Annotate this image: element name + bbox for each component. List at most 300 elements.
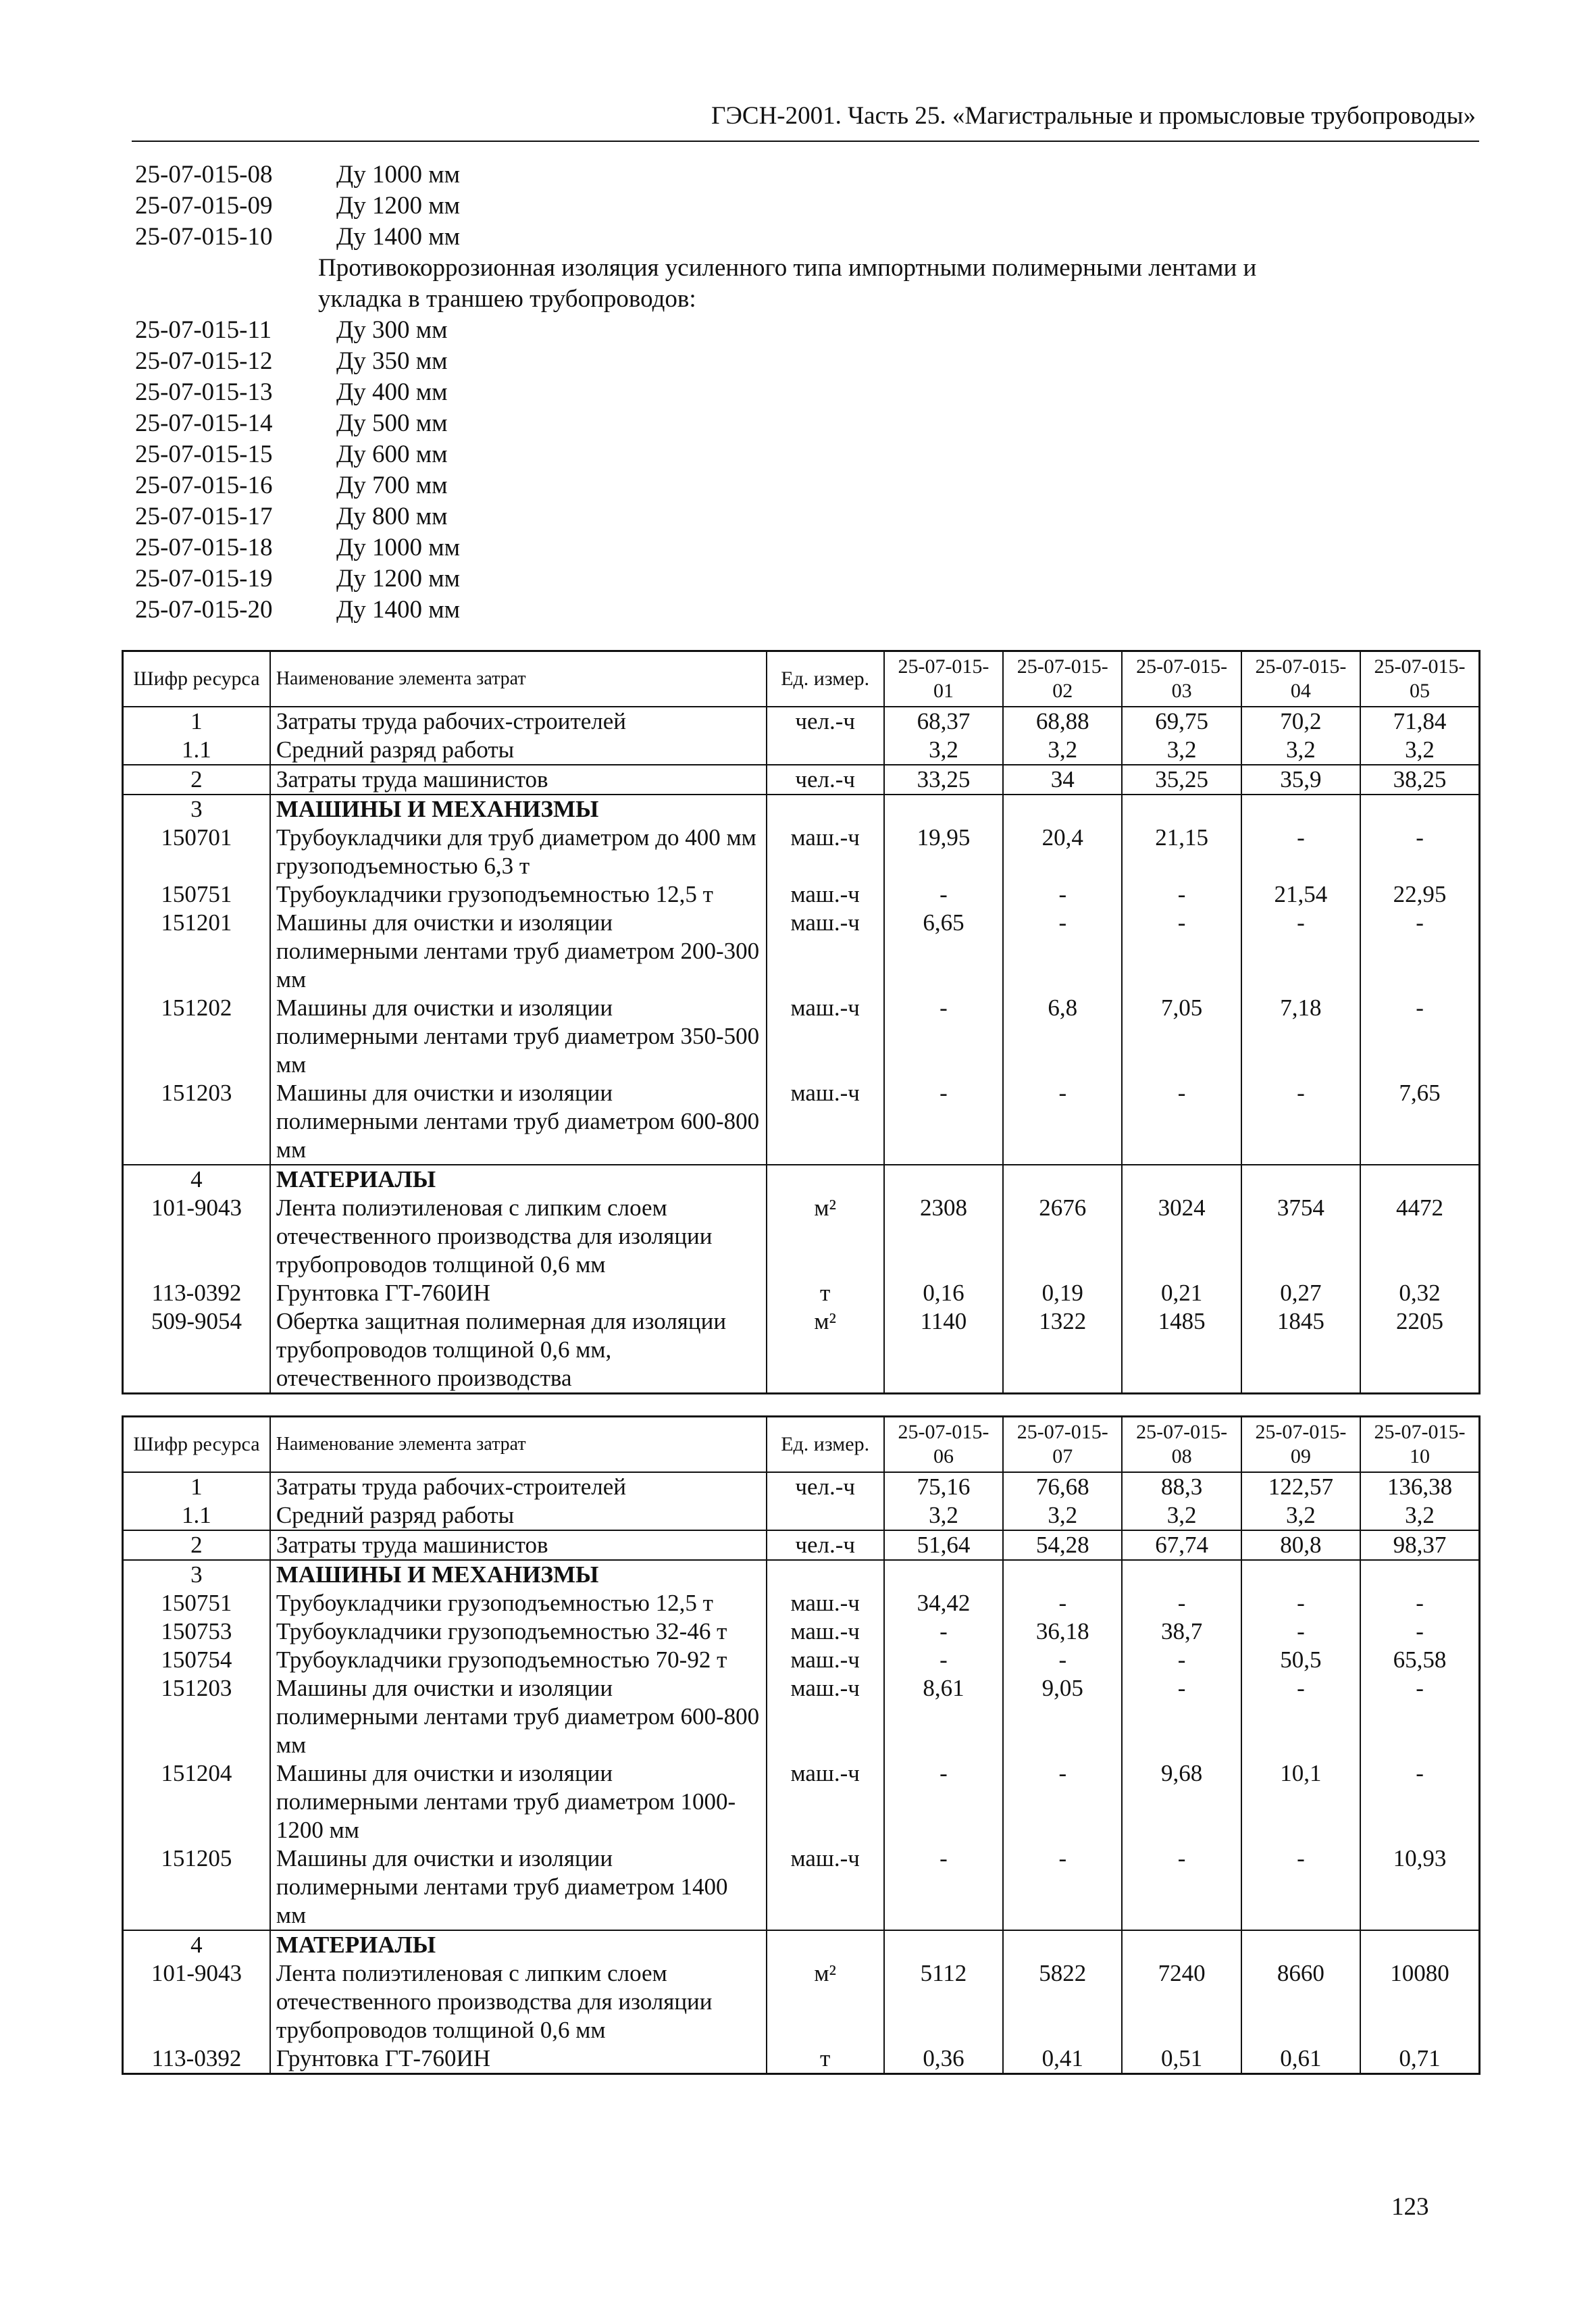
value-cell: 0,19 [1003,1279,1122,1307]
table-row [123,2044,1480,2074]
cost-element-cell: Машины для очистки и изоляции полимерными лентами труб диаметром 350-500 мм [270,994,767,1079]
value-cell: - [1241,1617,1360,1646]
code-list-item [135,377,1479,408]
cost-element-cell: Средний разряд работы [270,1501,767,1530]
value-cell: - [1241,1674,1360,1759]
resource-code-cell: 1.1 [123,1501,270,1530]
value-cell: 0,21 [1122,1279,1241,1307]
diameter-label: Ду 1000 мм [336,161,461,188]
column-header-code: Шифр ресурса [123,1417,270,1473]
value-cell: 5822 [1003,1959,1122,2044]
unit-cell: маш.-ч [767,1617,884,1646]
cost-element-cell: Трубоукладчики грузоподъемностью 70-92 т [270,1646,767,1674]
code-list-item [135,501,1479,532]
value-cell: 8,61 [884,1674,1003,1759]
value-cell: - [1360,824,1479,880]
table-header [123,1417,1480,1473]
value-cell: - [884,1617,1003,1646]
value-cell [1360,1930,1479,1959]
table-row [123,824,1480,880]
value-cell: 0,32 [1360,1279,1479,1307]
section-row [123,795,1480,824]
resource-code-cell: 151203 [123,1079,270,1165]
section-title-cell: МАШИНЫ И МЕХАНИЗМЫ [270,1560,767,1589]
value-cell: 9,05 [1003,1674,1122,1759]
code-list-top [135,159,1479,253]
unit-cell: чел.-ч [767,765,884,795]
value-cell: - [1003,1646,1122,1674]
value-cell: 3,2 [884,1501,1003,1530]
column-header-norm-code: 25-07-015-06 [884,1417,1003,1473]
unit-cell: маш.-ч [767,1646,884,1674]
value-cell: 3,2 [1360,1501,1479,1530]
diameter-label: Ду 350 мм [336,347,448,375]
value-cell: 0,51 [1122,2044,1241,2074]
column-header-norm-code: 25-07-015-03 [1122,651,1241,707]
table-row [123,1472,1480,1501]
code-list-item [135,595,1479,626]
table-row [123,1079,1480,1165]
value-cell: 21,15 [1122,824,1241,880]
value-cell: 8660 [1241,1959,1360,2044]
section-title-cell: МАТЕРИАЛЫ [270,1165,767,1194]
cost-element-cell: Лента полиэтиленовая с липким слоем отечественного производства для изоляции трубопроводов толщиной 0,6 мм [270,1959,767,2044]
value-cell: 2205 [1360,1307,1479,1394]
value-cell: - [1122,1674,1241,1759]
value-cell [1003,795,1122,824]
resource-table-2 [122,1415,1481,2075]
resource-code: 25-07-015-13 [135,378,273,406]
value-cell: 88,3 [1122,1472,1241,1501]
value-cell: - [1122,1589,1241,1617]
value-cell: 3,2 [1122,736,1241,765]
table-row [123,736,1480,765]
table-row [123,994,1480,1079]
value-cell: 1322 [1003,1307,1122,1394]
value-cell [1003,1165,1122,1194]
unit-cell [767,795,884,824]
cost-element-cell: Затраты труда машинистов [270,765,767,795]
value-cell: - [884,1079,1003,1165]
section-heading [117,253,1479,315]
value-cell: - [1360,1674,1479,1759]
value-cell: - [884,880,1003,909]
diameter-label: Ду 1400 мм [336,223,461,251]
code-list-item [135,159,1479,191]
resource-code: 25-07-015-14 [135,409,273,437]
column-header-code: Шифр ресурса [123,651,270,707]
value-cell [884,1560,1003,1589]
cost-element-cell: Лента полиэтиленовая с липким слоем отечественного производства для изоляции трубопроводов толщиной 0,6 мм [270,1194,767,1279]
value-cell: 68,88 [1003,707,1122,736]
unit-cell: маш.-ч [767,1589,884,1617]
resource-code: 25-07-015-19 [135,565,273,593]
diameter-label: Ду 300 мм [336,316,448,344]
resource-code-cell: 2 [123,765,270,795]
value-cell [884,1930,1003,1959]
value-cell: 0,71 [1360,2044,1479,2074]
value-cell: 3,2 [1360,736,1479,765]
table-row [123,1646,1480,1674]
value-cell: - [884,1759,1003,1844]
resource-code-cell: 151204 [123,1759,270,1844]
cost-element-cell: Затраты труда машинистов [270,1530,767,1560]
page-number: 123 [1391,2193,1429,2221]
table-row [123,909,1480,994]
value-cell: 98,37 [1360,1530,1479,1560]
code-list-item [135,563,1479,595]
cost-element-cell: Трубоукладчики для труб диаметром до 400 мм грузоподъемностью 6,3 т [270,824,767,880]
section-heading-line-1: Противокоррозионная изоляция усиленного типа импортными полимерными лентами и [318,254,1257,282]
diameter-label: Ду 400 мм [336,378,448,406]
value-cell: 80,8 [1241,1530,1360,1560]
unit-cell [767,1165,884,1194]
column-header-norm-code: 25-07-015-01 [884,651,1003,707]
value-cell: 3,2 [1241,736,1360,765]
value-cell: - [1360,1617,1479,1646]
resource-code-cell: 151205 [123,1844,270,1930]
unit-cell: маш.-ч [767,909,884,994]
value-cell [1241,1930,1360,1959]
value-cell: - [1122,1079,1241,1165]
resource-code: 25-07-015-17 [135,503,273,530]
value-cell [1241,1165,1360,1194]
value-cell: 36,18 [1003,1617,1122,1646]
resource-code-cell: 1 [123,1472,270,1501]
value-cell: 10080 [1360,1959,1479,2044]
code-list-bottom [135,315,1479,626]
column-header-name: Наименование элемента затрат [270,651,767,707]
table-row [123,1674,1480,1759]
value-cell: - [1122,909,1241,994]
diameter-label: Ду 500 мм [336,409,448,437]
resource-code: 25-07-015-11 [135,316,272,344]
unit-cell: маш.-ч [767,1844,884,1930]
unit-cell: чел.-ч [767,707,884,736]
value-cell: 122,57 [1241,1472,1360,1501]
value-cell: 0,36 [884,2044,1003,2074]
value-cell: - [1003,880,1122,909]
resource-code-cell: 150753 [123,1617,270,1646]
resource-code: 25-07-015-18 [135,534,273,561]
resource-code-cell: 3 [123,1560,270,1589]
value-cell: 21,54 [1241,880,1360,909]
table-row [123,1530,1480,1560]
table-row [123,765,1480,795]
column-header-norm-code: 25-07-015-07 [1003,1417,1122,1473]
resource-code-cell: 150751 [123,1589,270,1617]
resource-code-cell: 151201 [123,909,270,994]
code-list [135,159,1479,626]
resource-code: 25-07-015-15 [135,441,273,468]
value-cell: 7,18 [1241,994,1360,1079]
unit-cell [767,1501,884,1530]
value-cell: 3024 [1122,1194,1241,1279]
value-cell: 1140 [884,1307,1003,1394]
section-title-cell: МАШИНЫ И МЕХАНИЗМЫ [270,795,767,824]
value-cell [1122,1930,1241,1959]
value-cell: 20,4 [1003,824,1122,880]
column-header-norm-code: 25-07-015-10 [1360,1417,1479,1473]
table-body [123,707,1480,1394]
unit-cell [767,1560,884,1589]
value-cell: - [1241,1589,1360,1617]
resource-code: 25-07-015-10 [135,223,273,251]
value-cell: 70,2 [1241,707,1360,736]
table-row [123,1589,1480,1617]
value-cell: 10,93 [1360,1844,1479,1930]
diameter-label: Ду 1200 мм [336,192,461,220]
value-cell: - [1122,1646,1241,1674]
value-cell: 7240 [1122,1959,1241,2044]
column-header-norm-code: 25-07-015-08 [1122,1417,1241,1473]
value-cell: 51,64 [884,1530,1003,1560]
resource-code-cell: 1.1 [123,736,270,765]
cost-element-cell: Машины для очистки и изоляции полимерными лентами труб диаметром 600-800 мм [270,1674,767,1759]
value-cell: 10,1 [1241,1759,1360,1844]
unit-cell: маш.-ч [767,1674,884,1759]
resource-code-cell: 150701 [123,824,270,880]
resource-code-cell: 2 [123,1530,270,1560]
unit-cell: чел.-ч [767,1472,884,1501]
value-cell: 71,84 [1360,707,1479,736]
diameter-label: Ду 700 мм [336,472,448,499]
resource-code: 25-07-015-09 [135,192,273,220]
value-cell: - [1241,909,1360,994]
diameter-label: Ду 1200 мм [336,565,461,593]
value-cell: 0,41 [1003,2044,1122,2074]
cost-element-cell: Средний разряд работы [270,736,767,765]
value-cell [1122,795,1241,824]
value-cell: - [1003,1079,1122,1165]
section-row [123,1165,1480,1194]
table-row [123,1501,1480,1530]
value-cell: 75,16 [884,1472,1003,1501]
value-cell: - [1241,1844,1360,1930]
column-header-unit: Ед. измер. [767,651,884,707]
value-cell: - [1360,1759,1479,1844]
value-cell [1122,1560,1241,1589]
unit-cell: т [767,1279,884,1307]
value-cell: 65,58 [1360,1646,1479,1674]
value-cell: - [1360,1589,1479,1617]
resource-code-cell: 1 [123,707,270,736]
resource-code: 25-07-015-12 [135,347,273,375]
unit-cell: т [767,2044,884,2074]
unit-cell: маш.-ч [767,1079,884,1165]
value-cell: 67,74 [1122,1530,1241,1560]
unit-cell: м² [767,1307,884,1394]
value-cell: - [1003,909,1122,994]
value-cell: 34,42 [884,1589,1003,1617]
resource-code: 25-07-015-08 [135,161,273,188]
resource-code: 25-07-015-16 [135,472,273,499]
unit-cell: чел.-ч [767,1530,884,1560]
value-cell [884,1165,1003,1194]
value-cell: 33,25 [884,765,1003,795]
value-cell: - [1003,1759,1122,1844]
value-cell: 3,2 [884,736,1003,765]
resource-code-cell: 3 [123,795,270,824]
value-cell: 3754 [1241,1194,1360,1279]
value-cell: 38,7 [1122,1617,1241,1646]
value-cell: 136,38 [1360,1472,1479,1501]
value-cell: 1845 [1241,1307,1360,1394]
value-cell: 3,2 [1003,1501,1122,1530]
value-cell: - [1360,909,1479,994]
value-cell [884,795,1003,824]
value-cell: - [1003,1844,1122,1930]
diameter-label: Ду 1400 мм [336,596,461,624]
value-cell: 7,65 [1360,1079,1479,1165]
cost-element-cell: Затраты труда рабочих-строителей [270,1472,767,1501]
resource-code: 25-07-015-20 [135,596,273,624]
diameter-label: Ду 800 мм [336,503,448,530]
unit-cell: маш.-ч [767,824,884,880]
cost-element-cell: Грунтовка ГТ-760ИН [270,1279,767,1307]
unit-cell: маш.-ч [767,1759,884,1844]
unit-cell: м² [767,1194,884,1279]
value-cell [1360,795,1479,824]
code-list-item [135,315,1479,346]
value-cell: - [1122,880,1241,909]
resource-code-cell: 151202 [123,994,270,1079]
value-cell: 35,9 [1241,765,1360,795]
cost-element-cell: Трубоукладчики грузоподъемностью 12,5 т [270,1589,767,1617]
value-cell: 34 [1003,765,1122,795]
cost-element-cell: Грунтовка ГТ-760ИН [270,2044,767,2074]
table-row [123,707,1480,736]
value-cell: 50,5 [1241,1646,1360,1674]
table-header [123,651,1480,707]
value-cell: 35,25 [1122,765,1241,795]
column-header-norm-code: 25-07-015-04 [1241,651,1360,707]
value-cell: 4472 [1360,1194,1479,1279]
table-row [123,1307,1480,1394]
code-list-item [135,439,1479,470]
diameter-label: Ду 600 мм [336,441,448,468]
value-cell [1003,1560,1122,1589]
value-cell [1241,1560,1360,1589]
value-cell: 3,2 [1241,1501,1360,1530]
table-row [123,1279,1480,1307]
value-cell [1241,795,1360,824]
resource-code-cell: 150751 [123,880,270,909]
column-header-norm-code: 25-07-015-05 [1360,651,1479,707]
value-cell: 3,2 [1122,1501,1241,1530]
cost-element-cell: Машины для очистки и изоляции полимерными лентами труб диаметром 600-800 мм [270,1079,767,1165]
unit-cell: маш.-ч [767,994,884,1079]
value-cell: - [884,1844,1003,1930]
code-list-item [135,470,1479,501]
header-row [123,651,1480,707]
code-list-item [135,191,1479,222]
value-cell: - [1003,1589,1122,1617]
diameter-label: Ду 1000 мм [336,534,461,561]
table-row [123,1844,1480,1930]
table-body [123,1472,1480,2074]
value-cell [1360,1165,1479,1194]
value-cell: - [1360,994,1479,1079]
value-cell: - [1241,824,1360,880]
code-list-item [135,346,1479,377]
section-title-cell: МАТЕРИАЛЫ [270,1930,767,1959]
value-cell: 54,28 [1003,1530,1122,1560]
header-row [123,1417,1480,1473]
unit-cell [767,736,884,765]
value-cell: - [884,994,1003,1079]
resource-code-cell: 509-9054 [123,1307,270,1394]
cost-element-cell: Машины для очистки и изоляции полимерными лентами труб диаметром 1000-1200 мм [270,1759,767,1844]
header-rule [132,141,1479,142]
cost-element-cell: Затраты труда рабочих-строителей [270,707,767,736]
value-cell: 19,95 [884,824,1003,880]
section-row [123,1560,1480,1589]
value-cell: 69,75 [1122,707,1241,736]
section-heading-line-2: укладка в траншею трубопроводов: [318,285,696,313]
value-cell: 6,8 [1003,994,1122,1079]
value-cell: 0,61 [1241,2044,1360,2074]
value-cell: - [1122,1844,1241,1930]
value-cell: 7,05 [1122,994,1241,1079]
cost-element-cell: Машины для очистки и изоляции полимерными лентами труб диаметром 200-300 мм [270,909,767,994]
cost-element-cell: Трубоукладчики грузоподъемностью 12,5 т [270,880,767,909]
resource-code-cell: 151203 [123,1674,270,1759]
value-cell: 5112 [884,1959,1003,2044]
resource-code-cell: 101-9043 [123,1959,270,2044]
value-cell: - [884,1646,1003,1674]
column-header-norm-code: 25-07-015-02 [1003,651,1122,707]
table-row [123,1194,1480,1279]
column-header-norm-code: 25-07-015-09 [1241,1417,1360,1473]
section-row [123,1930,1480,1959]
value-cell: 0,16 [884,1279,1003,1307]
value-cell: 0,27 [1241,1279,1360,1307]
cost-element-cell: Трубоукладчики грузоподъемностью 32-46 т [270,1617,767,1646]
code-list-item [135,222,1479,253]
cost-element-cell: Машины для очистки и изоляции полимерными лентами труб диаметром 1400 мм [270,1844,767,1930]
table-row [123,1617,1480,1646]
table-row [123,1759,1480,1844]
unit-cell: м² [767,1959,884,2044]
value-cell: 68,37 [884,707,1003,736]
value-cell: - [1241,1079,1360,1165]
running-header: ГЭСН-2001. Часть 25. «Магистральные и промысловые трубопроводы» [711,102,1476,130]
value-cell: 2676 [1003,1194,1122,1279]
value-cell: 6,65 [884,909,1003,994]
resource-table-1 [122,650,1481,1394]
resource-code-cell: 4 [123,1165,270,1194]
cost-element-cell: Обертка защитная полимерная для изоляции трубопроводов толщиной 0,6 мм, отечественного производства [270,1307,767,1394]
unit-cell [767,1930,884,1959]
resource-code-cell: 4 [123,1930,270,1959]
value-cell: 76,68 [1003,1472,1122,1501]
resource-code-cell: 113-0392 [123,2044,270,2074]
column-header-unit: Ед. измер. [767,1417,884,1473]
value-cell [1360,1560,1479,1589]
table-row [123,880,1480,909]
unit-cell: маш.-ч [767,880,884,909]
code-list-item [135,532,1479,563]
value-cell [1122,1165,1241,1194]
code-list-item [135,408,1479,439]
value-cell [1003,1930,1122,1959]
table-row [123,1959,1480,2044]
resource-code-cell: 113-0392 [123,1279,270,1307]
resource-code-cell: 101-9043 [123,1194,270,1279]
value-cell: 2308 [884,1194,1003,1279]
column-header-name: Наименование элемента затрат [270,1417,767,1473]
